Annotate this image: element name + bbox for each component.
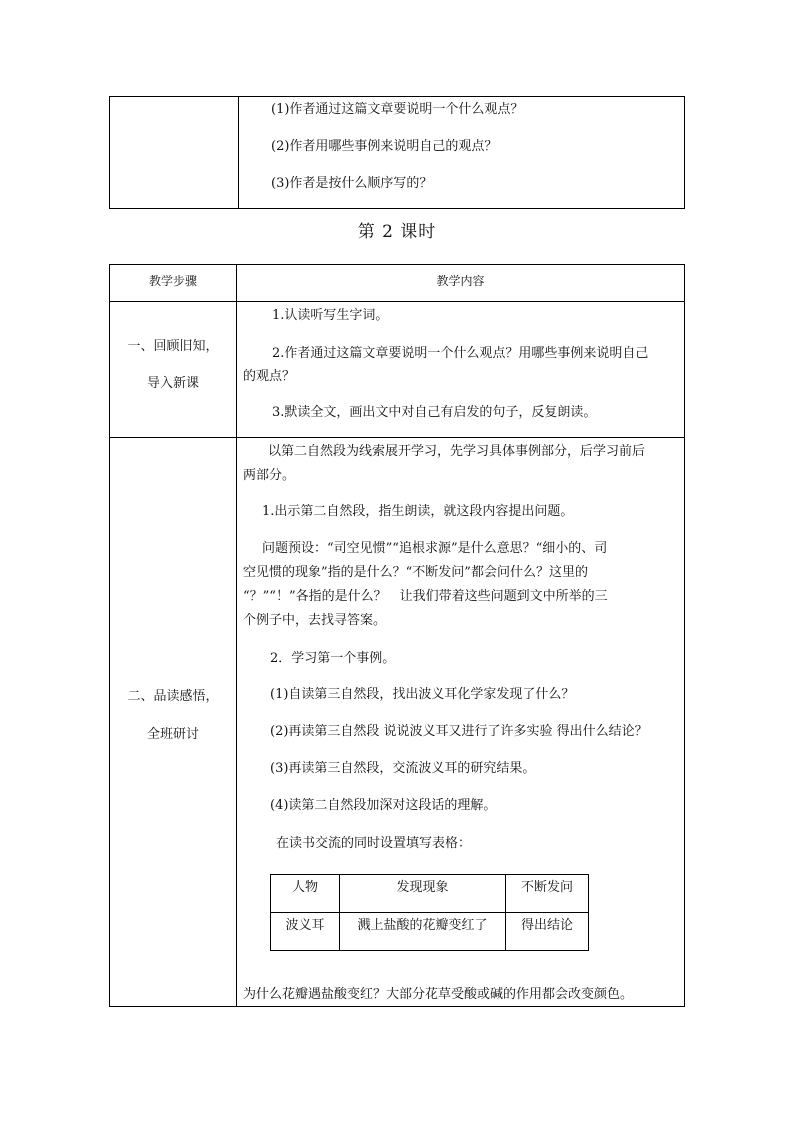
main-table-column-divider [236,264,237,1007]
row2-step-line-2: 全班研讨 [146,727,199,742]
row2-step-line-1: 二、品读感悟， [127,689,219,704]
inner-cell-conclusion: 得出结论 [520,918,573,933]
row2-final-line: 为什么花瓣遇盐酸变红？大部分花草受酸或碱的作用都会改变颜色。 [243,987,634,1002]
row2-content-line-13: 在读书交流的同时设置填写表格： [276,836,472,851]
row2-content-line-9: (1)自读第三自然段，找出波义耳化学家发现了什么？ [270,687,575,702]
inner-cell-person: 波义耳 [285,918,325,933]
row1-content-line-1: 1.认读听写生字词。 [272,308,389,323]
row2-content-line-2: 两部分。 [243,468,296,483]
row2-content-line-4: 问题预设：“司空见惯”“追根求源”是什么意思？“细小的、司 [262,541,608,556]
row2-content-line-5: 空见惯的现象”指的是什么？“不断发问”都会问什么？这里的 [243,565,588,580]
top-question-1: (1)作者通过这篇文章要说明一个什么观点？ [271,102,524,117]
row1-content-line-4: 3.默读全文，画出文中对自己有启发的句子，反复朗读。 [272,405,597,420]
row2-content-line-11: (3)再读第三自然段，交流波义耳的研究结果。 [270,761,536,776]
row2-content-line-1: 以第二自然段为线索展开学习，先学习具体事例部分，后学习前后 [268,444,646,459]
row2-content-line-3: 1.出示第二自然段，指生朗读，就这段内容提出问题。 [262,504,574,519]
inner-header-person: 人物 [291,880,318,895]
inner-table-row-divider [270,912,589,913]
inner-header-questions: 不断发问 [520,880,573,895]
header-content: 教学内容 [436,274,485,288]
inner-header-phenomenon: 发现现象 [396,880,449,895]
row2-content-line-10: (2)再读第三自然段 说说波义耳又进行了许多实验 得出什么结论？ [270,724,648,739]
row1-step-line-2: 导入新课 [146,376,199,391]
inner-cell-phenomenon: 溅上盐酸的花瓣变红了 [357,918,488,933]
row1-step-line-1: 一、回顾旧知， [127,339,219,354]
header-step: 教学步骤 [148,274,197,288]
row2-content-line-6: “？”“！”各指的是什么？ 让我们带着这些问题到文中所举的三 [243,589,608,604]
header-row-divider [109,301,685,302]
row2-content-line-7: 个例子中，去找寻答案。 [243,613,387,628]
top-table-divider [238,96,239,209]
row1-content-line-2: 2.作者通过这篇文章要说明一个什么观点？用哪些事例来说明自己 [272,346,649,361]
row1-content-line-3: 的观点？ [243,369,296,384]
row2-content-line-8: 2．学习第一个事例。 [270,651,396,666]
row-1-divider [109,437,685,438]
top-question-3: (3)作者是按什么顺序写的？ [271,176,433,191]
row2-content-line-12: (4)读第二自然段加深对这段话的理解。 [270,798,497,813]
top-question-2: (2)作者用哪些事例来说明自己的观点？ [271,139,498,154]
section-title: 第 2 课时 [357,222,437,242]
